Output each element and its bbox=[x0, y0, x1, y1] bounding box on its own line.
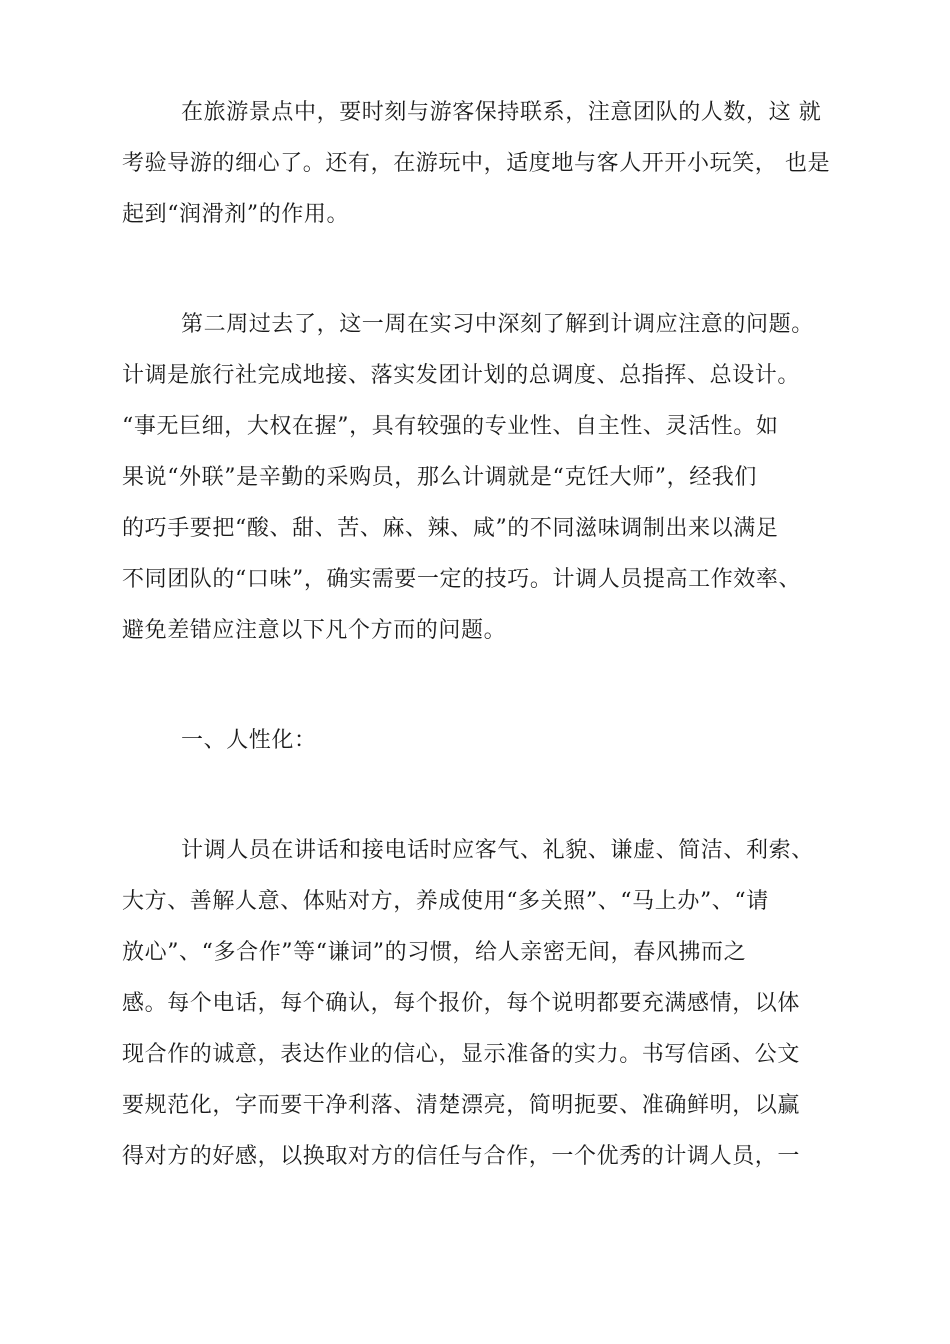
text-line: 要规范化，字而要干净利落、清楚漂亮，简明扼要、准确鲜明，以赢 bbox=[122, 1093, 801, 1118]
text-line: “事无巨细，大权在握”，具有较强的专业性、自主性、灵活性。如 bbox=[122, 414, 779, 439]
text-line: 不同团队的“口味”，确实需要一定的技巧。计调人员提高工作效率、 bbox=[122, 567, 802, 592]
text-line: 避免差错应注意以下凡个方而的问题。 bbox=[122, 618, 507, 643]
text-line: 在旅游景点中，要时刻与游客保持联系，注意团队的人数，这 就 bbox=[181, 100, 822, 125]
text-line: 大方、善解人意、体贴对方，养成使用“多关照”、“马上办”、“请 bbox=[122, 889, 769, 914]
text-line: 得对方的好感，以换取对方的信任与合作，一个优秀的计调人员，一 bbox=[122, 1144, 801, 1169]
text-line: 的巧手要把“酸、甜、苦、麻、辣、咸”的不同滋味调制出来以满足 bbox=[122, 516, 779, 541]
text-line: 感。每个电话，每个确认，每个报价，每个说明都要充满感情，以体 bbox=[122, 991, 801, 1016]
text-line: 第二周过去了，这一周在实习中深刻了解到计调应注意的问题。 bbox=[181, 312, 814, 337]
text-line: 起到“润滑剂”的作用。 bbox=[122, 202, 350, 227]
text-line: 放心”、“多合作”等“谦词”的习惯，给人亲密无间，春风拂而之 bbox=[122, 940, 747, 965]
text-line: 计调是旅行社完成地接、落实发团计划的总调度、总指挥、总设计。 bbox=[122, 363, 801, 388]
text-line: 果说“外联”是辛勤的采购员，那么计调就是“克饪大师”，经我们 bbox=[122, 465, 757, 490]
section-heading: 一、人性化： bbox=[181, 728, 317, 753]
text-line: 考验导游的细心了。还有，在游玩中，适度地与客人开开小玩笑， 也是 bbox=[122, 151, 831, 176]
text-line: 计调人员在讲话和接电话时应客气、礼貌、谦虚、简洁、利索、 bbox=[181, 838, 814, 863]
text-line: 现合作的诚意，表达作业的信心，显示准备的实力。书写信函、公文 bbox=[122, 1042, 801, 1067]
